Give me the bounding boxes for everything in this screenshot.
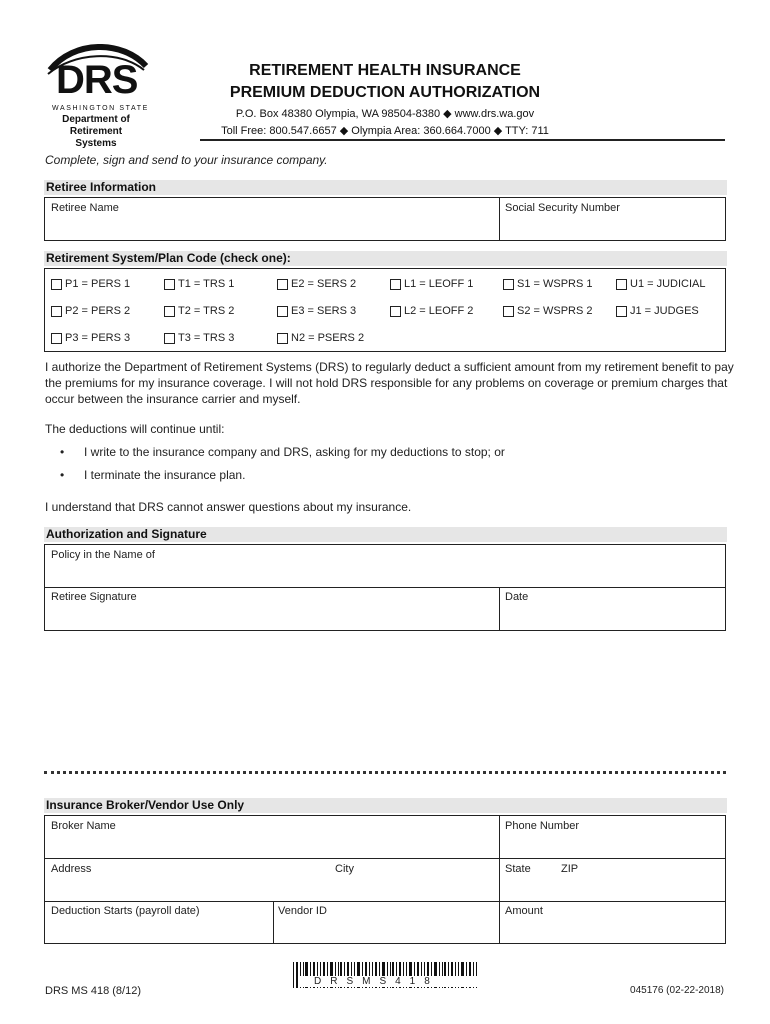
deduction-starts-label: Deduction Starts (payroll date) — [51, 905, 200, 917]
divider — [499, 198, 500, 240]
state-field[interactable] — [503, 877, 557, 899]
header-phones: Toll Free: 800.547.6657 ◆ Olympia Area: 360.664.7000 ◆ TTY: 711 — [221, 125, 549, 137]
plan-label: S2 = WSPRS 2 — [517, 305, 593, 317]
plan-checkbox-u1[interactable] — [616, 277, 706, 291]
plan-checkbox-e2[interactable] — [277, 277, 356, 291]
divider — [273, 901, 274, 943]
plan-checkbox-p3[interactable] — [51, 331, 130, 345]
plan-label: P3 = PERS 3 — [65, 332, 131, 344]
plan-checkbox-e3[interactable] — [277, 304, 356, 318]
date-field[interactable] — [503, 605, 721, 627]
amount-field[interactable] — [503, 919, 721, 941]
city-label: City — [335, 863, 354, 875]
checkbox-icon[interactable] — [503, 279, 514, 290]
drs-logo — [44, 44, 150, 149]
plan-checkbox-t3[interactable] — [164, 331, 234, 345]
divider — [45, 901, 725, 902]
plan-checkbox-p2[interactable] — [51, 304, 130, 318]
plan-label: P1 = PERS 1 — [65, 278, 131, 290]
retiree-name-label: Retiree Name — [51, 202, 119, 214]
plan-label: N2 = PSERS 2 — [291, 332, 365, 344]
plan-label: T3 = TRS 3 — [178, 332, 235, 344]
continue-bullet-1: I write to the insurance company and DRS, asking for my deductions to stop; or — [84, 445, 505, 459]
retiree-signature-field[interactable] — [47, 605, 495, 627]
plan-label: E2 = SERS 2 — [291, 278, 357, 290]
cut-line — [44, 771, 726, 774]
header-address: P.O. Box 48380 Olympia, WA 98504-8380 ◆ www.drs.wa.gov — [235, 108, 535, 120]
zip-label: ZIP — [561, 863, 579, 875]
broker-box — [44, 815, 726, 944]
policy-name-field[interactable] — [47, 563, 723, 585]
divider — [45, 858, 725, 859]
logo-dept-line1: Department of — [62, 114, 130, 125]
plan-label: U1 = JUDICIAL — [630, 278, 706, 290]
state-label: State — [505, 863, 531, 875]
retiree-section-heading: Retiree Information — [44, 180, 727, 195]
ssn-field[interactable] — [503, 216, 721, 238]
authorization-paragraph: I authorize the Department of Retirement Systems (DRS) to regularly deduct a sufficient amount from my retirement benefit to pay the premiums for my insurance coverage. I will not hold DRS responsible for any problems on coverage or premium charges that occur between the insurance carrier and myself. — [45, 360, 734, 406]
plan-checkbox-s2[interactable] — [503, 304, 593, 318]
plan-checkbox-l1[interactable] — [390, 277, 473, 291]
checkbox-icon[interactable] — [616, 279, 627, 290]
barcode-text: DRSMS418 — [300, 976, 489, 987]
vendor-id-field[interactable] — [276, 919, 495, 941]
bullet-icon: • — [60, 468, 65, 482]
divider — [499, 816, 500, 943]
address-label: Address — [51, 863, 92, 875]
checkbox-icon[interactable] — [503, 306, 514, 317]
phone-number-label: Phone Number — [505, 820, 579, 832]
form-number: DRS MS 418 (8/12) — [45, 985, 141, 997]
checkbox-icon[interactable] — [616, 306, 627, 317]
plan-checkbox-t2[interactable] — [164, 304, 234, 318]
plan-checkbox-s1[interactable] — [503, 277, 593, 291]
continue-intro: The deductions will continue until: — [45, 422, 225, 436]
date-label: Date — [505, 591, 529, 603]
plan-label: E3 = SERS 3 — [291, 305, 357, 317]
continue-bullet-2: I terminate the insurance plan. — [84, 468, 246, 482]
form-title-line2: PREMIUM DEDUCTION AUTHORIZATION — [229, 84, 541, 101]
broker-name-label: Broker Name — [51, 820, 116, 832]
bullet-icon: • — [60, 445, 65, 459]
document-code: 045176 (02-22-2018) — [630, 985, 724, 996]
plan-checkbox-l2[interactable] — [390, 304, 473, 318]
city-field[interactable] — [333, 877, 495, 899]
checkbox-icon[interactable] — [164, 333, 175, 344]
form-title-line1: RETIREMENT HEALTH INSURANCE — [249, 62, 521, 79]
address-field[interactable] — [47, 877, 327, 899]
checkbox-icon[interactable] — [277, 306, 288, 317]
plan-checkbox-p1[interactable] — [51, 277, 130, 291]
retiree-info-box — [44, 197, 726, 241]
vendor-id-label: Vendor ID — [278, 905, 327, 917]
plan-code-box — [44, 268, 726, 352]
signature-section-heading: Authorization and Signature — [44, 527, 727, 542]
plan-checkbox-t1[interactable] — [164, 277, 234, 291]
retiree-name-field[interactable] — [47, 216, 495, 238]
logo-department — [48, 114, 144, 150]
plan-label: J1 = JUDGES — [630, 305, 699, 317]
checkbox-icon[interactable] — [277, 333, 288, 344]
instruction-text: Complete, sign and send to your insurance company. — [45, 153, 328, 167]
header-rule — [200, 139, 725, 141]
checkbox-icon[interactable] — [51, 279, 62, 290]
amount-label: Amount — [505, 905, 543, 917]
phone-number-field[interactable] — [503, 834, 721, 856]
plan-label: L2 = LEOFF 2 — [404, 305, 474, 317]
checkbox-icon[interactable] — [277, 279, 288, 290]
checkbox-icon[interactable] — [51, 306, 62, 317]
broker-name-field[interactable] — [47, 834, 495, 856]
plan-label: T2 = TRS 2 — [178, 305, 235, 317]
policy-name-label: Policy in the Name of — [51, 549, 155, 561]
checkbox-icon[interactable] — [164, 279, 175, 290]
understand-text: I understand that DRS cannot answer questions about my insurance. — [45, 500, 412, 514]
checkbox-icon[interactable] — [390, 279, 401, 290]
zip-field[interactable] — [559, 877, 721, 899]
broker-section-heading: Insurance Broker/Vendor Use Only — [44, 798, 727, 813]
plan-checkbox-j1[interactable] — [616, 304, 699, 318]
retiree-signature-label: Retiree Signature — [51, 591, 137, 603]
plan-section-heading: Retirement System/Plan Code (check one): — [44, 251, 727, 266]
plan-label: S1 = WSPRS 1 — [517, 278, 593, 290]
plan-label: L1 = LEOFF 1 — [404, 278, 474, 290]
checkbox-icon[interactable] — [390, 306, 401, 317]
divider — [45, 587, 725, 588]
divider — [499, 587, 500, 630]
logo-dept-line2: Retirement Systems — [69, 126, 123, 149]
plan-checkbox-n2[interactable] — [277, 331, 364, 345]
signature-box — [44, 544, 726, 631]
checkbox-icon[interactable] — [164, 306, 175, 317]
logo-text: DRS — [56, 58, 138, 102]
deduction-starts-field[interactable] — [47, 919, 269, 941]
checkbox-icon[interactable] — [51, 333, 62, 344]
ssn-label: Social Security Number — [505, 202, 620, 214]
plan-label: T1 = TRS 1 — [178, 278, 235, 290]
plan-label: P2 = PERS 2 — [65, 305, 131, 317]
logo-state: WASHINGTON STATE — [52, 105, 149, 112]
